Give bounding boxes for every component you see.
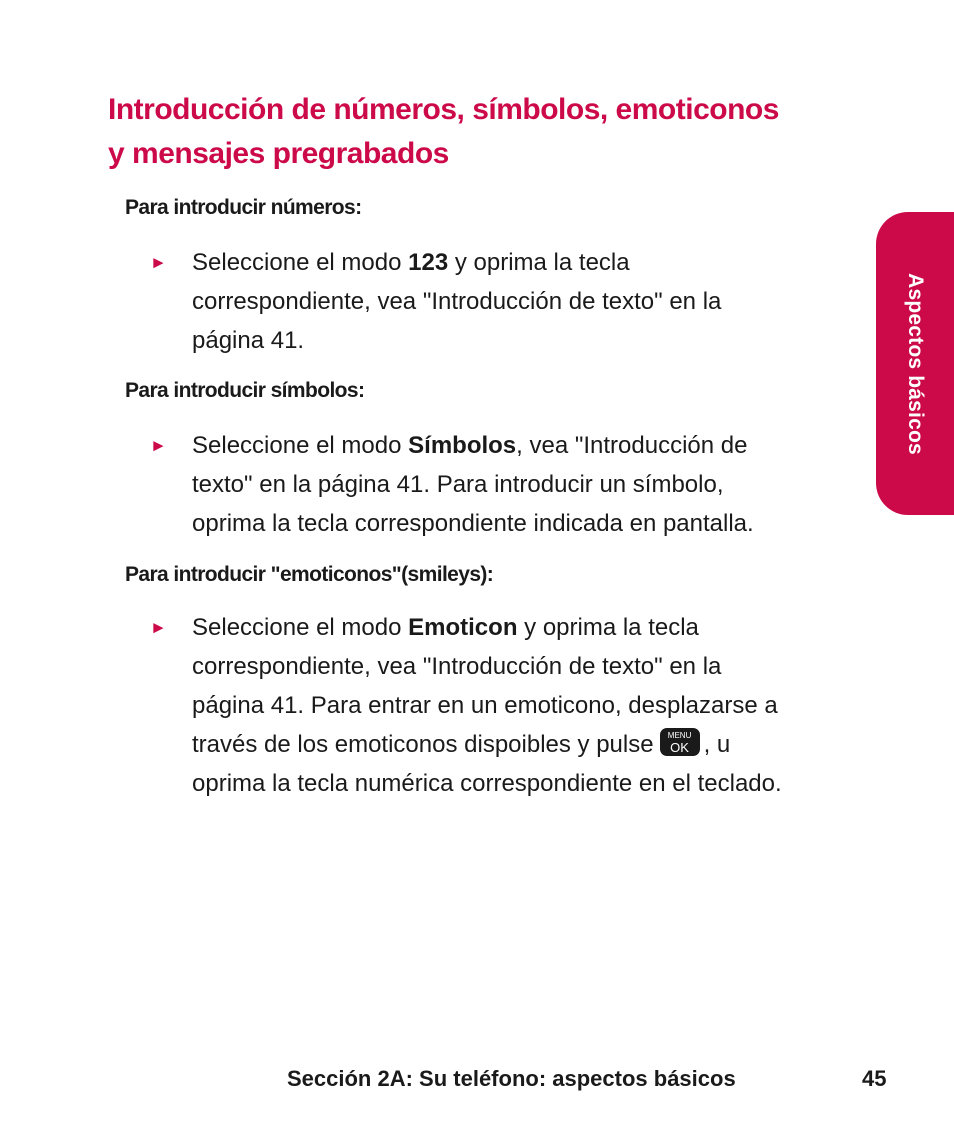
footer-section-title: Sección 2A: Su teléfono: aspectos básicos xyxy=(287,1066,736,1091)
page-title-line-1: Introducción de números, símbolos, emoticonos xyxy=(108,93,779,126)
bullet-text: Seleccione el modo xyxy=(192,249,409,276)
bullet-text: oprima la tecla numérica correspondiente en el teclado. xyxy=(192,770,782,797)
bullet-text: página 41. xyxy=(192,327,305,354)
bullet-text: Seleccione el modo xyxy=(192,432,409,459)
bullet-text: y oprima la tecla xyxy=(448,249,630,276)
bullet-text: correspondiente, vea "Introducción de texto" en la xyxy=(192,288,722,315)
bullet-text: texto" en la página 41. Para introducir un símbolo, xyxy=(192,471,724,498)
heading-numbers: Para introducir números: xyxy=(125,196,362,219)
mode-symbols: Símbolos xyxy=(408,432,517,459)
bullet-text: página 41. Para entrar en un emoticono, desplazarse a xyxy=(192,692,778,719)
bullet-text: Seleccione el modo xyxy=(192,614,409,641)
bullet-text: y oprima la tecla xyxy=(517,614,699,641)
page-number: 45 xyxy=(862,1066,887,1091)
mode-123: 123 xyxy=(408,249,449,276)
bullet-text: , u xyxy=(703,731,731,758)
bullet-arrow-icon: ► xyxy=(150,436,167,455)
bullet-text: través de los emoticonos dispoibles y pulse xyxy=(192,731,654,758)
bullet-text: correspondiente, vea "Introducción de texto" en la xyxy=(192,653,722,680)
heading-emoticons: Para introducir "emoticonos"(smileys): xyxy=(125,563,494,586)
bullet-emoticons-text xyxy=(192,608,857,803)
ok-key-label: OK xyxy=(670,739,689,755)
side-section-tab xyxy=(876,212,954,515)
bullet-text: , vea "Introducción de xyxy=(516,432,748,459)
side-tab-label: Aspectos básicos xyxy=(904,272,927,455)
menu-key-label: MENU xyxy=(667,730,692,740)
page-title-line-2: y mensajes pregrabados xyxy=(108,137,449,170)
mode-emoticon: Emoticon xyxy=(408,614,518,641)
menu-ok-key-icon xyxy=(660,728,700,756)
bullet-text: oprima la tecla correspondiente indicada en pantalla. xyxy=(192,510,754,537)
heading-symbols: Para introducir símbolos: xyxy=(125,379,365,402)
bullet-numbers-text xyxy=(192,243,857,360)
bullet-arrow-icon: ► xyxy=(150,253,167,272)
page-title xyxy=(108,88,868,176)
bullet-symbols-text xyxy=(192,426,857,543)
bullet-arrow-icon: ► xyxy=(150,618,167,637)
